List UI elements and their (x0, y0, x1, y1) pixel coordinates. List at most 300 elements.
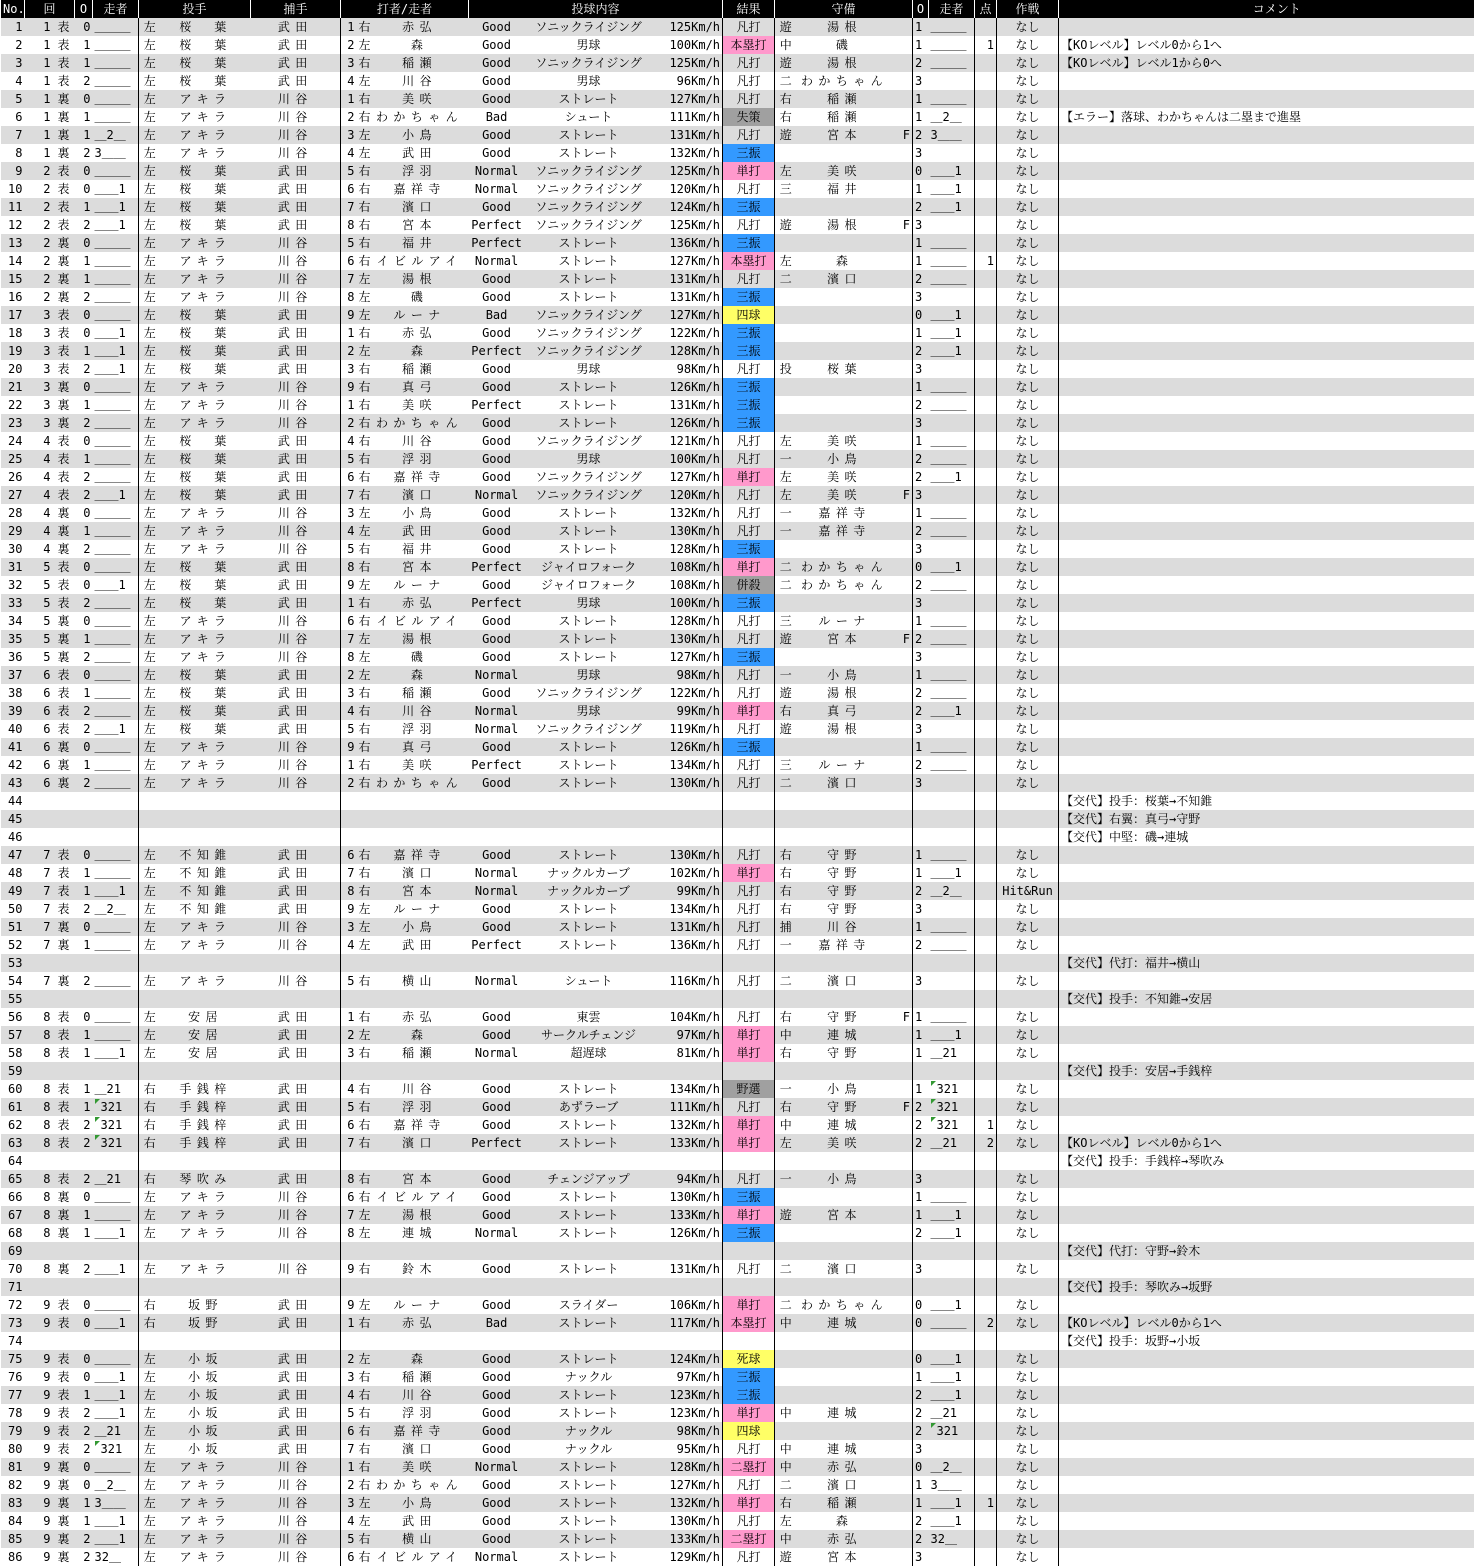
cell-half (53, 810, 75, 828)
cell-catcher: 武田 (251, 54, 341, 72)
cell-fly-flag (893, 432, 913, 450)
cell-batting-order: 5 (341, 1098, 357, 1116)
cell-batting-order: 3 (341, 504, 357, 522)
cell-pitcher-hand (139, 1332, 161, 1350)
cell-fielder-pos: 遊 (775, 1548, 797, 1566)
cell-pitch-quality: Good (469, 612, 525, 630)
cell-pitcher-hand: 左 (139, 216, 161, 234)
cell-batting-order (341, 954, 357, 972)
cell-points (975, 504, 997, 522)
cell-runners (93, 792, 139, 810)
cell-pitch-quality: Good (469, 468, 525, 486)
cell-runners: 321 (93, 1134, 139, 1152)
cell-result (723, 792, 775, 810)
cell-runners: ＿＿＿ (93, 252, 139, 270)
cell-half: 表 (53, 720, 75, 738)
cell-runners-after: ＿＿＿ (929, 522, 975, 540)
cell-catcher: 武田 (251, 666, 341, 684)
cell-pitcher-hand: 左 (139, 432, 161, 450)
cell-comment (1059, 576, 1474, 594)
cell-batter: わかちゃん (371, 774, 469, 792)
cell-fielder-pos: 中 (775, 1026, 797, 1044)
cell-batting-order (341, 1152, 357, 1170)
cell-outs: 0 (75, 1350, 93, 1368)
cell-pitch-quality: Good (469, 1422, 525, 1440)
cell-pitcher: 桜 葉 (161, 162, 251, 180)
cell-half: 裏 (53, 774, 75, 792)
cell-outs-after: 3 (913, 486, 929, 504)
cell-half (53, 1278, 75, 1296)
cell-pitch-type: ストレート (525, 378, 653, 396)
cell-catcher: 川谷 (251, 1530, 341, 1548)
cell-batter-hand: 右 (357, 162, 371, 180)
cell-comment: 【KOレベル】レベル0から1へ (1059, 1314, 1474, 1332)
cell-fly-flag: F (893, 630, 913, 648)
cell-batting-order: 7 (341, 486, 357, 504)
cell-runners: ＿＿1 (93, 1404, 139, 1422)
cell-pitch-quality: Good (469, 144, 525, 162)
cell-catcher: 武田 (251, 1080, 341, 1098)
cell-fly-flag (893, 108, 913, 126)
cell-batter: 小鳥 (371, 1494, 469, 1512)
cell-fielder: 小鳥 (797, 1080, 893, 1098)
cell-pitch-quality: Perfect (469, 234, 525, 252)
cell-outs: 1 (75, 1080, 93, 1098)
cell-pitch-quality (469, 1062, 525, 1080)
cell-pitch-type (525, 990, 653, 1008)
cell-batter: 美咲 (371, 756, 469, 774)
cell-runners-after: ＿2＿ (929, 882, 975, 900)
cell-catcher: 川谷 (251, 1548, 341, 1566)
cell-batter: 赤弘 (371, 1314, 469, 1332)
cell-outs: 0 (75, 612, 93, 630)
cell-runners-after: ＿＿＿ (929, 270, 975, 288)
cell-batter: 福井 (371, 234, 469, 252)
cell-half: 表 (53, 1314, 75, 1332)
cell-fly-flag: F (893, 486, 913, 504)
cell-runners: ＿＿＿ (93, 864, 139, 882)
cell-pitcher-hand: 左 (139, 1008, 161, 1026)
cell-pitch-quality: Good (469, 36, 525, 54)
header-catcher: 捕手 (251, 0, 341, 18)
cell-inning: 9 (25, 1440, 53, 1458)
cell-pitcher: 琴吹み (161, 1170, 251, 1188)
cell-fielder-pos (775, 414, 797, 432)
cell-pitcher: アキラ (161, 612, 251, 630)
cell-speed: 127Km/h (653, 306, 723, 324)
cell-pitch-type: ストレート (525, 414, 653, 432)
cell-batter: 川谷 (371, 1386, 469, 1404)
table-row (1, 540, 1474, 558)
cell-no: 54 (1, 972, 25, 990)
cell-batting-order: 4 (341, 144, 357, 162)
cell-batter-hand: 右 (357, 1170, 371, 1188)
cell-pitch-type: ソニックライジング (525, 162, 653, 180)
cell-batter-hand: 右 (357, 1188, 371, 1206)
cell-pitch-quality: Perfect (469, 594, 525, 612)
cell-fly-flag (893, 1044, 913, 1062)
cell-fielder: 美咲 (797, 486, 893, 504)
cell-batting-order: 8 (341, 216, 357, 234)
cell-runners-after: ＿＿1 (929, 342, 975, 360)
cell-result: 凡打 (723, 504, 775, 522)
cell-fly-flag (893, 1260, 913, 1278)
cell-inning: 2 (25, 180, 53, 198)
cell-half: 裏 (53, 936, 75, 954)
cell-comment (1059, 504, 1474, 522)
cell-outs: 1 (75, 342, 93, 360)
cell-catcher: 川谷 (251, 234, 341, 252)
cell-outs: 2 (75, 540, 93, 558)
cell-pitcher: 不知錐 (161, 900, 251, 918)
cell-outs: 2 (75, 594, 93, 612)
cell-pitcher: 桜 葉 (161, 666, 251, 684)
cell-inning: 4 (25, 504, 53, 522)
cell-strategy: なし (997, 1188, 1059, 1206)
cell-no: 57 (1, 1026, 25, 1044)
table-row (1, 828, 1474, 846)
cell-inning: 7 (25, 936, 53, 954)
cell-runners: 3＿＿ (93, 144, 139, 162)
cell-catcher (251, 1152, 341, 1170)
cell-runners-after (929, 1278, 975, 1296)
cell-runners-after (929, 648, 975, 666)
cell-batting-order: 4 (341, 1386, 357, 1404)
cell-catcher: 川谷 (251, 756, 341, 774)
cell-comment (1059, 198, 1474, 216)
table-row (1, 360, 1474, 378)
cell-inning: 5 (25, 630, 53, 648)
cell-pitcher-hand: 左 (139, 612, 161, 630)
cell-batter-hand: 左 (357, 288, 371, 306)
cell-catcher: 武田 (251, 1026, 341, 1044)
cell-catcher: 川谷 (251, 522, 341, 540)
cell-runners-after: ＿21 (929, 1134, 975, 1152)
cell-speed: 117Km/h (653, 1314, 723, 1332)
cell-catcher (251, 1062, 341, 1080)
cell-comment (1059, 774, 1474, 792)
cell-batter-hand: 右 (357, 54, 371, 72)
cell-pitch-type: 男球 (525, 666, 653, 684)
cell-pitch-type: ソニックライジング (525, 180, 653, 198)
cell-fly-flag: F (893, 216, 913, 234)
cell-outs-after: 1 (913, 1206, 929, 1224)
cell-batter-hand: 左 (357, 306, 371, 324)
table-row (1, 864, 1474, 882)
table-row (1, 720, 1474, 738)
cell-inning: 9 (25, 1476, 53, 1494)
cell-fielder: 濱口 (797, 270, 893, 288)
cell-result (723, 828, 775, 846)
cell-fielder: 森 (797, 252, 893, 270)
cell-outs: 1 (75, 108, 93, 126)
cell-catcher (251, 990, 341, 1008)
cell-runners-after (929, 288, 975, 306)
cell-batting-order: 3 (341, 1368, 357, 1386)
cell-runners: ＿＿＿ (93, 666, 139, 684)
cell-fly-flag (893, 198, 913, 216)
cell-pitch-quality: Good (469, 198, 525, 216)
cell-result: 単打 (723, 1044, 775, 1062)
cell-batter (371, 828, 469, 846)
cell-speed: 122Km/h (653, 684, 723, 702)
table-row (1, 666, 1474, 684)
cell-comment (1059, 540, 1474, 558)
cell-result: 単打 (723, 1116, 775, 1134)
cell-batting-order: 3 (341, 684, 357, 702)
cell-result: 四球 (723, 306, 775, 324)
cell-pitcher: 安居 (161, 1008, 251, 1026)
cell-result: 凡打 (723, 630, 775, 648)
cell-catcher: 武田 (251, 36, 341, 54)
cell-no: 30 (1, 540, 25, 558)
cell-outs: 0 (75, 846, 93, 864)
cell-runners: ＿＿1 (93, 216, 139, 234)
cell-catcher: 武田 (251, 324, 341, 342)
cell-pitcher: アキラ (161, 630, 251, 648)
cell-pitcher-hand (139, 990, 161, 1008)
runner-flag-icon (931, 1117, 936, 1122)
cell-outs: 2 (75, 972, 93, 990)
cell-strategy: なし (997, 900, 1059, 918)
table-row (1, 972, 1474, 990)
cell-pitch-quality: Bad (469, 1314, 525, 1332)
cell-fielder-pos: 二 (775, 270, 797, 288)
cell-speed: 130Km/h (653, 846, 723, 864)
cell-fielder-pos (775, 1188, 797, 1206)
cell-pitch-quality: Good (469, 450, 525, 468)
cell-speed: 130Km/h (653, 774, 723, 792)
cell-pitcher-hand: 左 (139, 1530, 161, 1548)
cell-strategy: なし (997, 1026, 1059, 1044)
cell-catcher: 武田 (251, 576, 341, 594)
cell-no: 8 (1, 144, 25, 162)
cell-strategy: なし (997, 252, 1059, 270)
cell-fielder-pos (775, 1350, 797, 1368)
table-row (1, 522, 1474, 540)
cell-pitch-type: ソニックライジング (525, 486, 653, 504)
cell-outs-after: 1 (913, 864, 929, 882)
cell-pitcher: アキラ (161, 738, 251, 756)
cell-pitcher: 小坂 (161, 1368, 251, 1386)
cell-strategy: なし (997, 1458, 1059, 1476)
cell-fly-flag (893, 162, 913, 180)
cell-speed: 98Km/h (653, 666, 723, 684)
cell-pitcher-hand: 左 (139, 720, 161, 738)
cell-speed: 132Km/h (653, 144, 723, 162)
cell-half: 表 (53, 360, 75, 378)
table-row (1, 612, 1474, 630)
cell-catcher: 武田 (251, 1170, 341, 1188)
cell-points (975, 1152, 997, 1170)
cell-fielder: 守野 (797, 1008, 893, 1026)
cell-inning: 8 (25, 1098, 53, 1116)
cell-outs: 2 (75, 648, 93, 666)
cell-result: 併殺 (723, 576, 775, 594)
cell-fielder: 連城 (797, 1116, 893, 1134)
cell-catcher: 武田 (251, 720, 341, 738)
cell-inning: 4 (25, 432, 53, 450)
cell-pitch-type: 男球 (525, 702, 653, 720)
cell-runners: ＿＿1 (93, 1224, 139, 1242)
cell-fielder: 守野 (797, 1098, 893, 1116)
cell-strategy: なし (997, 180, 1059, 198)
cell-batter-hand: 右 (357, 612, 371, 630)
cell-pitch-quality (469, 828, 525, 846)
cell-outs-after: 2 (913, 576, 929, 594)
cell-result: 単打 (723, 468, 775, 486)
cell-pitcher: 不知錐 (161, 846, 251, 864)
cell-points (975, 468, 997, 486)
cell-fielder-pos: 中 (775, 1404, 797, 1422)
cell-strategy: なし (997, 486, 1059, 504)
cell-runners-after (929, 774, 975, 792)
cell-no: 58 (1, 1044, 25, 1062)
cell-outs-after: 1 (913, 918, 929, 936)
cell-pitcher-hand (139, 954, 161, 972)
cell-fielder-pos (775, 828, 797, 846)
cell-batting-order: 8 (341, 288, 357, 306)
table-row (1, 594, 1474, 612)
cell-speed: 104Km/h (653, 1008, 723, 1026)
cell-fly-flag (893, 666, 913, 684)
cell-speed: 124Km/h (653, 1350, 723, 1368)
cell-batter-hand: 右 (357, 1530, 371, 1548)
cell-inning: 9 (25, 1494, 53, 1512)
cell-no: 52 (1, 936, 25, 954)
cell-pitch-type: ストレート (525, 1512, 653, 1530)
cell-points (975, 846, 997, 864)
cell-no: 34 (1, 612, 25, 630)
cell-fielder: わかちゃん (797, 72, 893, 90)
cell-pitch-quality: Good (469, 1008, 525, 1026)
cell-no: 81 (1, 1458, 25, 1476)
cell-runners: ＿＿1 (93, 342, 139, 360)
cell-batter: 浮羽 (371, 1098, 469, 1116)
header-points: 点 (975, 0, 997, 18)
cell-strategy: なし (997, 522, 1059, 540)
cell-outs-after: 2 (913, 756, 929, 774)
cell-points (975, 1548, 997, 1566)
cell-batter-hand: 右 (357, 864, 371, 882)
cell-comment (1059, 18, 1474, 36)
cell-batter-hand: 左 (357, 1494, 371, 1512)
cell-pitcher: 桜 葉 (161, 360, 251, 378)
cell-pitcher-hand: 左 (139, 288, 161, 306)
cell-comment (1059, 1512, 1474, 1530)
cell-outs-after: 1 (913, 432, 929, 450)
cell-fielder-pos: 遊 (775, 720, 797, 738)
cell-pitch-quality: Good (469, 1206, 525, 1224)
table-row (1, 1170, 1474, 1188)
cell-batter-hand: 右 (357, 90, 371, 108)
cell-inning: 2 (25, 162, 53, 180)
cell-batter-hand (357, 828, 371, 846)
cell-result: 凡打 (723, 918, 775, 936)
cell-batter: 湯根 (371, 630, 469, 648)
cell-half: 裏 (53, 126, 75, 144)
cell-result: 凡打 (723, 486, 775, 504)
cell-runners-after: ＿＿1 (929, 306, 975, 324)
cell-outs-after: 0 (913, 306, 929, 324)
cell-fly-flag (893, 558, 913, 576)
cell-inning: 1 (25, 36, 53, 54)
cell-runners-after (929, 1260, 975, 1278)
cell-batting-order: 5 (341, 234, 357, 252)
cell-pitch-quality: Good (469, 1386, 525, 1404)
cell-points (975, 1386, 997, 1404)
cell-batting-order: 1 (341, 396, 357, 414)
cell-fielder-pos (775, 234, 797, 252)
cell-half: 裏 (53, 630, 75, 648)
cell-batter-hand (357, 1152, 371, 1170)
cell-pitcher-hand: 左 (139, 324, 161, 342)
cell-no: 37 (1, 666, 25, 684)
cell-no: 29 (1, 522, 25, 540)
cell-comment (1059, 1422, 1474, 1440)
cell-half: 表 (53, 468, 75, 486)
cell-runners: ＿＿＿ (93, 558, 139, 576)
cell-catcher (251, 1332, 341, 1350)
cell-inning: 2 (25, 216, 53, 234)
cell-fielder-pos: 中 (775, 1458, 797, 1476)
cell-half: 表 (53, 1044, 75, 1062)
cell-fly-flag (893, 738, 913, 756)
cell-outs-after: 2 (913, 342, 929, 360)
cell-points (975, 864, 997, 882)
cell-pitch-quality: Good (469, 1026, 525, 1044)
cell-pitch-quality: Good (469, 1494, 525, 1512)
cell-runners: ＿＿＿ (93, 630, 139, 648)
cell-result: 凡打 (723, 666, 775, 684)
cell-points (975, 234, 997, 252)
cell-result (723, 990, 775, 1008)
cell-batter-hand: 右 (357, 468, 371, 486)
cell-fly-flag (893, 1368, 913, 1386)
cell-no: 53 (1, 954, 25, 972)
cell-result: 凡打 (723, 1476, 775, 1494)
cell-fielder-pos: 右 (775, 900, 797, 918)
cell-comment (1059, 900, 1474, 918)
cell-runners-after: 321 (929, 1080, 975, 1098)
table-row (1, 378, 1474, 396)
cell-catcher: 武田 (251, 1296, 341, 1314)
cell-pitch-type: ストレート (525, 1458, 653, 1476)
cell-inning: 7 (25, 900, 53, 918)
cell-comment (1059, 1044, 1474, 1062)
table-row (1, 1062, 1474, 1080)
cell-runners: ＿＿＿ (93, 774, 139, 792)
cell-fly-flag (893, 72, 913, 90)
cell-half: 表 (53, 1368, 75, 1386)
cell-outs: 2 (75, 1170, 93, 1188)
cell-speed: 131Km/h (653, 918, 723, 936)
cell-batter-hand: 右 (357, 1314, 371, 1332)
cell-batter: 磯 (371, 648, 469, 666)
cell-catcher: 武田 (251, 594, 341, 612)
cell-runners (93, 1062, 139, 1080)
cell-pitcher: 桜 葉 (161, 36, 251, 54)
cell-pitch-type: ストレート (525, 1404, 653, 1422)
cell-batter: イビルアイ (371, 252, 469, 270)
cell-comment (1059, 1440, 1474, 1458)
cell-result: 本塁打 (723, 36, 775, 54)
cell-pitcher-hand: 左 (139, 270, 161, 288)
cell-runners (93, 1152, 139, 1170)
cell-half (53, 1062, 75, 1080)
cell-catcher: 川谷 (251, 630, 341, 648)
cell-no: 46 (1, 828, 25, 846)
